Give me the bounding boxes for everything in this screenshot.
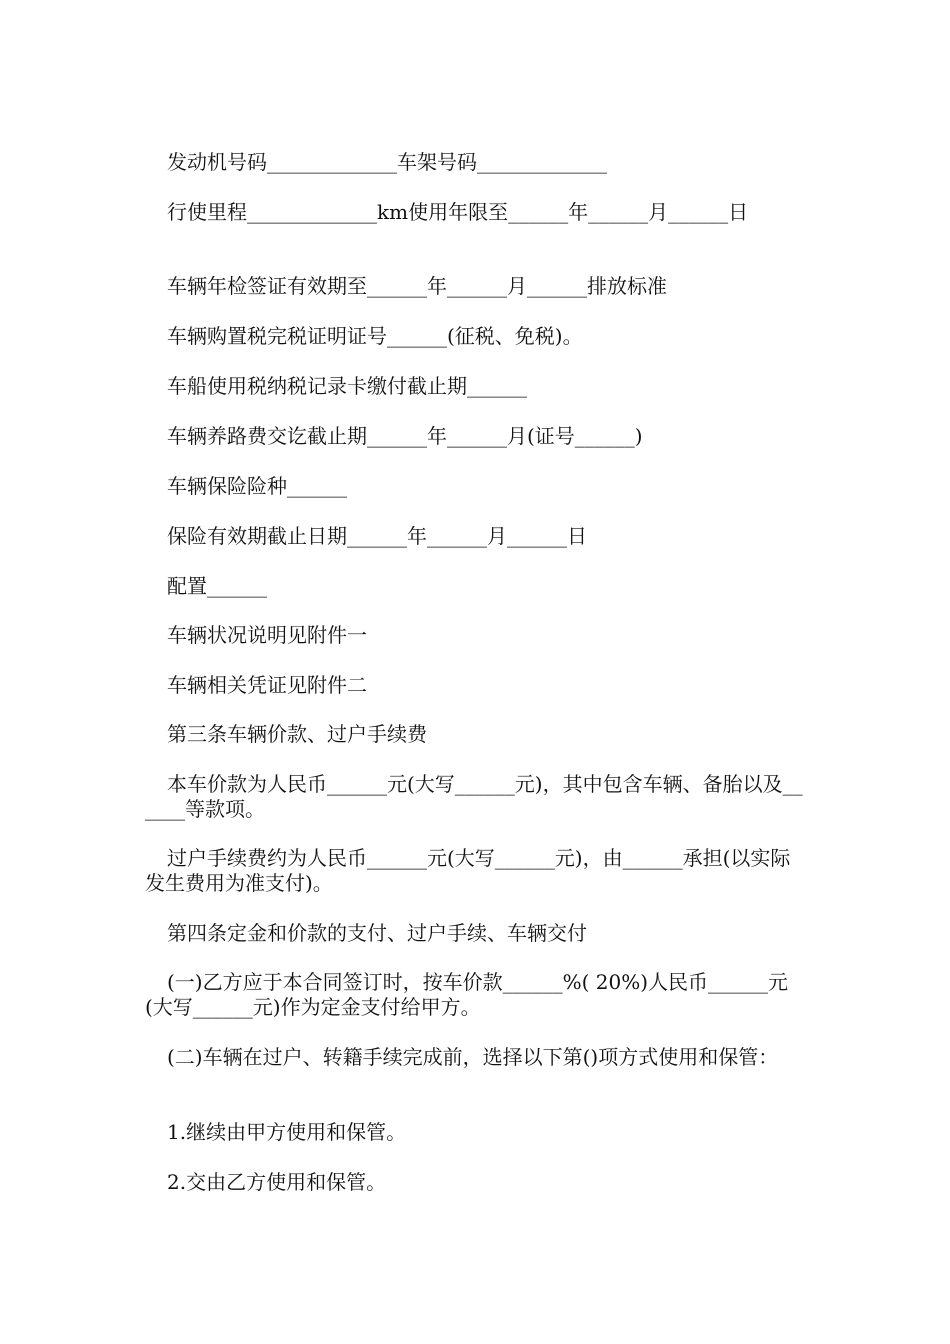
paragraph-mileage-service-life: 行使里程_____________km使用年限至______年______月______日 [167, 200, 749, 224]
paragraph-vehicle-vessel-tax: 车船使用税纳税记录卡缴付截止期______ [167, 374, 527, 398]
paragraph-annual-inspection: 车辆年检签证有效期至______年______月______排放标准 [167, 274, 667, 298]
paragraph-use-and-custody: (二)车辆在过户、转籍手续完成前，选择以下第()项方式使用和保管： [167, 1045, 779, 1069]
paragraph-transfer-fee: 过户手续费约为人民币______元(大写______元)，由______承担(以实际发生费用为准支付)。 [145, 846, 791, 895]
paragraph-insurance-expiry: 保险有效期截止日期______年______月______日 [167, 524, 587, 548]
article-three-heading: 第三条车辆价款、过户手续费 [167, 722, 427, 746]
paragraph-engine-chassis-number: 发动机号码_____________车架号码_____________ [167, 150, 607, 174]
paragraph-configuration: 配置______ [167, 574, 267, 598]
paragraph-deposit: (一)乙方应于本合同签订时，按车价款______%( 20%)人民币______元(大写______元)作为定金支付给甲方。 [145, 970, 789, 1019]
paragraph-vehicle-price: 本车价款为人民币______元(大写______元)，其中包含车辆、备胎以及______等款项。 [145, 772, 803, 821]
paragraph-vehicle-condition: 车辆状况说明见附件一 [167, 623, 367, 647]
list-item-option-two: 2.交由乙方使用和保管。 [167, 1170, 387, 1194]
paragraph-insurance-type: 车辆保险险种______ [167, 474, 347, 498]
paragraph-vehicle-documents: 车辆相关凭证见附件二 [167, 673, 367, 697]
paragraph-purchase-tax: 车辆购置税完税证明证号______(征税、免税)。 [167, 324, 583, 348]
paragraph-road-maintenance-fee: 车辆养路费交讫截止期______年______月(证号______) [167, 424, 643, 448]
list-item-option-one: 1.继续由甲方使用和保管。 [167, 1120, 407, 1144]
article-four-heading: 第四条定金和价款的支付、过户手续、车辆交付 [167, 921, 587, 945]
